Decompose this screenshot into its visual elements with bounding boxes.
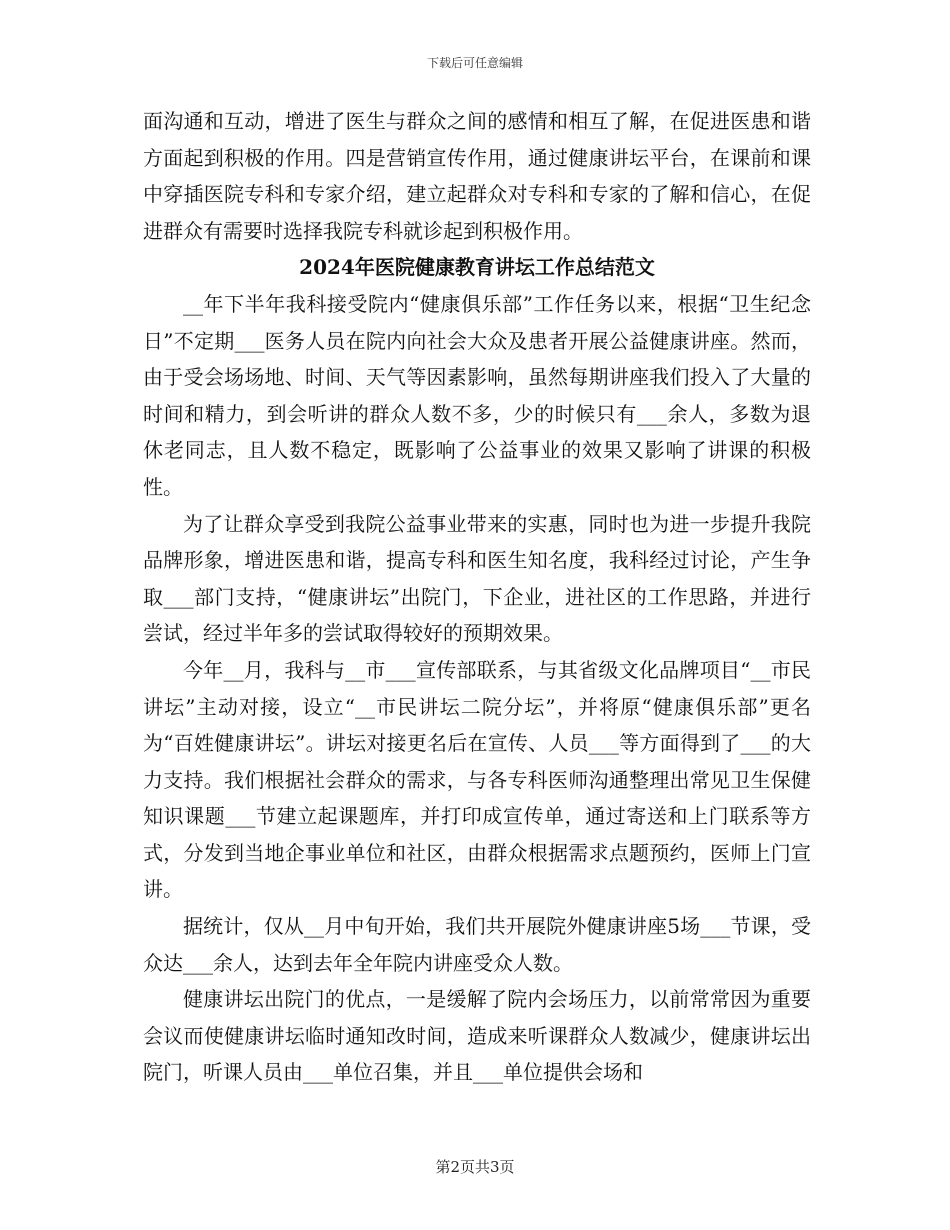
body-paragraph-3: 今年__月，我科与__市___宣传部联系，与其省级文化品牌项目“__市民讲坛”主动对接，设立“__市民讲坛二院分坛”，并将原“健康俱乐部”更名为“百姓健康讲坛”。讲坛对接更名后在宣传、人员___等方面得到了___的大力支持。我们根据社会群众的需求，与各专科医师沟通整理出常见卫生保健知识课题___节建立起课题库，并打印成宣传单，通过寄送和上门联系等方式，分发到当地企事业单位和社区，由群众根据需求点题预约，医师上门宣讲。	[143, 657, 811, 902]
body-paragraph-5: 健康讲坛出院门的优点，一是缓解了院内会场压力，以前常常因为重要会议而使健康讲坛临时通知改时间，造成来听课群众人数减少，健康讲坛出院门，听课人员由___单位召集，并且___单位提供会场和	[143, 987, 811, 1085]
document-title: 2024年医院健康教育讲坛工作总结范文	[299, 255, 655, 280]
intro-paragraph: 面沟通和互动，增进了医生与群众之间的感情和相互了解，在促进医患和谐方面起到积极的作用。四是营销宣传作用，通过健康讲坛平台，在课前和课中穿插医院专科和专家介绍，建立起群众对专科和专家的了解和信心，在促进群众有需要时选择我院专科就诊起到积极作用。	[143, 109, 811, 243]
page-header: 下载后可任意编辑	[426, 56, 523, 70]
document-body	[143, 103, 811, 1091]
body-paragraph-4: 据统计，仅从__月中旬开始，我们共开展院外健康讲座5场___节课，受众达___余人，达到去年全年院内讲座受众人数。	[143, 914, 811, 975]
body-paragraph-1: __年下半年我科接受院内“健康俱乐部”工作任务以来，根据“卫生纪念日”不定期___医务人员在院内向社会大众及患者开展公益健康讲座。然而，由于受会场场地、时间、天气等因素影响，虽然每期讲座我们投入了大量的时间和精力，到会听讲的群众人数不多，少的时候只有___余人，多数为退休老同志，且人数不稳定，既影响了公益事业的效果又影响了讲课的积极性。	[143, 291, 811, 499]
page-footer: 第2页共3页	[435, 1158, 515, 1176]
body-paragraph-2: 为了让群众享受到我院公益事业带来的实惠，同时也为进一步提升我院品牌形象，增进医患和谐，提高专科和医生知名度，我科经过讨论，产生争取___部门支持，“健康讲坛”出院门，下企业，进社区的工作思路，并进行尝试，经过半年多的尝试取得较好的预期效果。	[143, 511, 811, 646]
